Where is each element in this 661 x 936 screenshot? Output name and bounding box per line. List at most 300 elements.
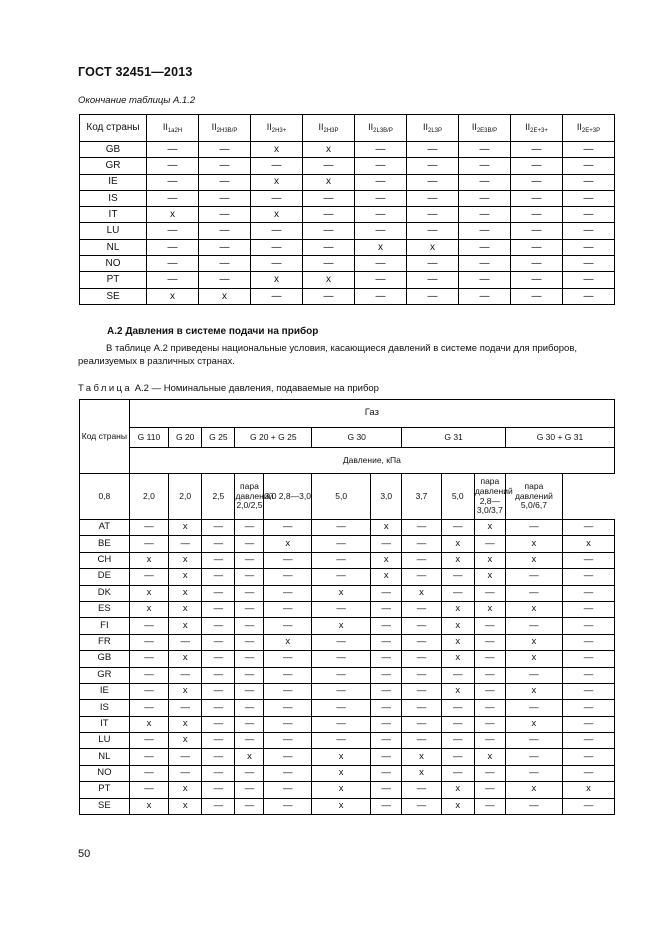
table2-gas-header: Газ bbox=[129, 400, 614, 428]
table2-cell: — bbox=[202, 716, 235, 732]
table2-row bbox=[80, 618, 615, 634]
table2-cell: — bbox=[505, 585, 562, 601]
country-code-cell: IE bbox=[80, 683, 130, 699]
table2-cell: — bbox=[505, 749, 562, 765]
table1-cell: — bbox=[511, 239, 563, 255]
country-code-cell: GR bbox=[80, 158, 147, 174]
table2-cell: — bbox=[505, 700, 562, 716]
table1-cell: — bbox=[147, 239, 199, 255]
column-main-label: II bbox=[471, 121, 477, 132]
table2-cell: x bbox=[505, 601, 562, 617]
column-sub-label: 2L3P bbox=[428, 127, 443, 134]
table2-cell: — bbox=[441, 667, 474, 683]
table2-cell: — bbox=[264, 700, 312, 716]
table2-cell: — bbox=[169, 634, 202, 650]
table2-cell: x bbox=[371, 520, 402, 536]
table2-cell: — bbox=[371, 700, 402, 716]
table2-cell: x bbox=[169, 733, 202, 749]
country-code-cell: SE bbox=[80, 288, 147, 304]
table2-cell: — bbox=[202, 585, 235, 601]
table2-cell: — bbox=[202, 798, 235, 814]
table2-cell: — bbox=[562, 618, 614, 634]
table2-cell: x bbox=[441, 683, 474, 699]
table2-cell: x bbox=[169, 552, 202, 568]
table2-cell: — bbox=[441, 765, 474, 781]
table2-cell: x bbox=[505, 716, 562, 732]
pressure-value-header: 0,8 bbox=[80, 474, 130, 520]
pressure-value-header: пара давлений 5,0/6,7 bbox=[505, 474, 562, 520]
table2-cell: — bbox=[169, 667, 202, 683]
table2-cell: — bbox=[562, 798, 614, 814]
table2-cell: — bbox=[474, 585, 505, 601]
country-code-cell: IT bbox=[80, 207, 147, 223]
table2-cell: — bbox=[235, 552, 264, 568]
table2-cell: — bbox=[505, 798, 562, 814]
table1-cell: — bbox=[407, 223, 459, 239]
table2-row bbox=[80, 733, 615, 749]
table1-cell: — bbox=[407, 190, 459, 206]
table2-cell: — bbox=[402, 569, 441, 585]
table2-cell: — bbox=[371, 683, 402, 699]
table1-cell: — bbox=[147, 190, 199, 206]
table2-cell: — bbox=[441, 585, 474, 601]
table1-cell: — bbox=[355, 272, 407, 288]
table2-cell: — bbox=[312, 683, 371, 699]
column-sub-label: 2E+3+ bbox=[530, 127, 548, 134]
table1-row bbox=[80, 256, 615, 272]
table1-cell: — bbox=[303, 288, 355, 304]
table2-cell: — bbox=[235, 700, 264, 716]
country-code-cell: AT bbox=[80, 520, 130, 536]
table1-column-header bbox=[251, 115, 303, 142]
table1-country-header: Код страны bbox=[80, 115, 147, 142]
country-code-cell: NL bbox=[80, 239, 147, 255]
table2-cell: — bbox=[202, 683, 235, 699]
table2-cell: — bbox=[202, 765, 235, 781]
table1-cell: — bbox=[355, 223, 407, 239]
table2-cell: x bbox=[441, 798, 474, 814]
table1-cell: — bbox=[459, 174, 511, 190]
table2 bbox=[79, 399, 615, 815]
table1-cell: — bbox=[459, 272, 511, 288]
column-main-label: II bbox=[211, 121, 217, 132]
table2-pressure-values-row bbox=[80, 474, 615, 520]
table2-cell: — bbox=[562, 634, 614, 650]
table2-cell: x bbox=[264, 634, 312, 650]
table2-cell: — bbox=[474, 700, 505, 716]
table2-cell: — bbox=[505, 618, 562, 634]
table2-cell: — bbox=[264, 569, 312, 585]
country-code-cell: SE bbox=[80, 798, 130, 814]
table2-cell: — bbox=[264, 798, 312, 814]
country-code-cell: GB bbox=[80, 651, 130, 667]
table2-cell: x bbox=[562, 536, 614, 552]
table2-cell: — bbox=[562, 552, 614, 568]
table2-cell: — bbox=[371, 733, 402, 749]
table2-cell: x bbox=[371, 569, 402, 585]
table2-cell: — bbox=[312, 520, 371, 536]
table2-cell: x bbox=[129, 798, 168, 814]
table2-pressure-header: Давление, кПа bbox=[129, 448, 614, 474]
table2-cell: — bbox=[505, 569, 562, 585]
table2-cell: — bbox=[371, 585, 402, 601]
table1-cell: x bbox=[251, 207, 303, 223]
table2-cell: — bbox=[264, 552, 312, 568]
table2-cell: — bbox=[235, 667, 264, 683]
column-sub-label: 2H3B/P bbox=[216, 127, 238, 134]
table1-cell: — bbox=[355, 256, 407, 272]
pressure-value-header: 2,5 bbox=[202, 474, 235, 520]
table2-cell: — bbox=[474, 798, 505, 814]
table2-cell: x bbox=[441, 782, 474, 798]
table2-cell: — bbox=[312, 536, 371, 552]
table1-cell: — bbox=[147, 174, 199, 190]
table2-cell: — bbox=[402, 536, 441, 552]
table2-cell: x bbox=[129, 552, 168, 568]
country-code-cell: DE bbox=[80, 569, 130, 585]
country-code-cell: GR bbox=[80, 667, 130, 683]
table2-cell: — bbox=[312, 667, 371, 683]
table1-row bbox=[80, 288, 615, 304]
table2-cell: x bbox=[169, 782, 202, 798]
table1-cell: x bbox=[303, 142, 355, 158]
table1-row bbox=[80, 190, 615, 206]
table2-cell: — bbox=[235, 569, 264, 585]
table1-column-header bbox=[459, 115, 511, 142]
table2-row bbox=[80, 585, 615, 601]
table1-cell: — bbox=[563, 256, 615, 272]
table2-cell: — bbox=[169, 765, 202, 781]
table1-cell: — bbox=[147, 272, 199, 288]
table2-cell: x bbox=[169, 798, 202, 814]
page-number: 50 bbox=[78, 848, 91, 860]
table2-cell: — bbox=[371, 716, 402, 732]
pressure-value-header: 3,0 bbox=[371, 474, 402, 520]
table2-cell: x bbox=[129, 601, 168, 617]
table2-cell: x bbox=[441, 552, 474, 568]
table1-cell: — bbox=[563, 272, 615, 288]
table2-cell: x bbox=[441, 536, 474, 552]
country-code-cell: DK bbox=[80, 585, 130, 601]
table2-cell: x bbox=[169, 618, 202, 634]
table2-cell: — bbox=[402, 520, 441, 536]
table2-cell: — bbox=[264, 765, 312, 781]
country-code-cell: FI bbox=[80, 618, 130, 634]
table2-cell: — bbox=[129, 782, 168, 798]
table2-caption-text: А.2 — Номинальные давления, подаваемые на прибор bbox=[132, 383, 379, 394]
table2-cell: x bbox=[474, 552, 505, 568]
table2-cell: — bbox=[202, 634, 235, 650]
table1-cell: — bbox=[511, 256, 563, 272]
table2-caption bbox=[78, 383, 379, 394]
table1-cell: — bbox=[199, 272, 251, 288]
table2-cell: — bbox=[235, 520, 264, 536]
table2-cell: — bbox=[235, 782, 264, 798]
table1-cell: — bbox=[407, 288, 459, 304]
table1-cell: x bbox=[303, 272, 355, 288]
pressure-value-header: 3,0 2,8—3,0 bbox=[264, 474, 312, 520]
table1-body bbox=[80, 142, 615, 305]
table2-cell: x bbox=[402, 585, 441, 601]
table1-cell: — bbox=[511, 207, 563, 223]
table2-cell: x bbox=[505, 683, 562, 699]
table1-cell: — bbox=[459, 288, 511, 304]
pressure-value-header: 5,0 bbox=[441, 474, 474, 520]
country-code-cell: NO bbox=[80, 256, 147, 272]
table1-cell: — bbox=[303, 223, 355, 239]
table1-cell: x bbox=[251, 174, 303, 190]
table2-cell: — bbox=[129, 683, 168, 699]
table1-cell: — bbox=[355, 288, 407, 304]
table2-cell: x bbox=[562, 782, 614, 798]
table2-row bbox=[80, 716, 615, 732]
table1-cell: — bbox=[459, 142, 511, 158]
table2-cell: — bbox=[402, 798, 441, 814]
table1-row bbox=[80, 239, 615, 255]
column-main-label: II bbox=[525, 121, 531, 132]
gas-group-header: G 20 bbox=[169, 428, 202, 448]
table2-cell: — bbox=[474, 651, 505, 667]
table2-cell: — bbox=[505, 733, 562, 749]
table1-cell: — bbox=[511, 158, 563, 174]
table2-cell: — bbox=[371, 782, 402, 798]
column-sub-label: 2H3P bbox=[323, 127, 339, 134]
table2-cell: — bbox=[562, 683, 614, 699]
table2-cell: x bbox=[474, 601, 505, 617]
table2-cell: x bbox=[169, 716, 202, 732]
table2-cell: — bbox=[402, 716, 441, 732]
table1-header-row bbox=[80, 115, 615, 142]
table1-cell: — bbox=[407, 207, 459, 223]
document-header: ГОСТ 32451—2013 bbox=[78, 65, 193, 79]
table2-cell: — bbox=[169, 700, 202, 716]
table2-cell: — bbox=[441, 733, 474, 749]
table1-cell: — bbox=[355, 190, 407, 206]
table2-cell: — bbox=[474, 667, 505, 683]
table2-cell: — bbox=[441, 700, 474, 716]
table2-cell: — bbox=[562, 585, 614, 601]
table2-cell: — bbox=[202, 733, 235, 749]
table1-cell: — bbox=[511, 174, 563, 190]
table2-country-header: Код страны bbox=[80, 400, 130, 474]
table2-cell: — bbox=[312, 651, 371, 667]
table1-cell: — bbox=[407, 142, 459, 158]
pressure-value-header: пара давлений 2,8—3,0/3,7 bbox=[474, 474, 505, 520]
table2-cell: — bbox=[474, 733, 505, 749]
table1-cell: — bbox=[251, 158, 303, 174]
pressure-value-header: пара давлений 2,0/2,5 bbox=[235, 474, 264, 520]
table2-cell: — bbox=[562, 733, 614, 749]
table2-cell: — bbox=[264, 601, 312, 617]
table2-cell: x bbox=[505, 782, 562, 798]
table2-cell: — bbox=[202, 651, 235, 667]
table2-cell: — bbox=[264, 733, 312, 749]
table2-cell: x bbox=[169, 601, 202, 617]
table2-row bbox=[80, 798, 615, 814]
gas-group-header: G 25 bbox=[202, 428, 235, 448]
table1-cell: — bbox=[563, 190, 615, 206]
gas-group-header: G 30 + G 31 bbox=[505, 428, 614, 448]
table1-cell: — bbox=[563, 239, 615, 255]
table1-cell: — bbox=[199, 223, 251, 239]
table2-cell: — bbox=[202, 700, 235, 716]
table2-cell: — bbox=[402, 733, 441, 749]
table2-cell: x bbox=[474, 569, 505, 585]
table2-cell: — bbox=[312, 601, 371, 617]
table2-cell: — bbox=[474, 782, 505, 798]
table2-cell: x bbox=[312, 585, 371, 601]
table1-cell: x bbox=[251, 142, 303, 158]
table2-cell: — bbox=[562, 651, 614, 667]
table2-cell: — bbox=[562, 601, 614, 617]
table2-cell: — bbox=[235, 651, 264, 667]
table1-cell: — bbox=[563, 288, 615, 304]
table1-cell: — bbox=[407, 174, 459, 190]
table1-cell: — bbox=[563, 223, 615, 239]
table2-cell: — bbox=[505, 667, 562, 683]
table1-row bbox=[80, 207, 615, 223]
table2-cell: — bbox=[235, 733, 264, 749]
table2-cell: — bbox=[312, 733, 371, 749]
table2-cell: x bbox=[169, 683, 202, 699]
table2-cell: — bbox=[202, 601, 235, 617]
table2-cell: x bbox=[371, 552, 402, 568]
table2-cell: x bbox=[169, 585, 202, 601]
country-code-cell: ES bbox=[80, 601, 130, 617]
pressure-value-header: 2,0 bbox=[129, 474, 168, 520]
table1-cell: — bbox=[511, 223, 563, 239]
table1-cell: — bbox=[251, 256, 303, 272]
country-code-cell: PT bbox=[80, 272, 147, 288]
table2-cell: — bbox=[235, 798, 264, 814]
table1-cell: — bbox=[511, 288, 563, 304]
column-sub-label: 2H3+ bbox=[271, 127, 287, 134]
table1-cell: — bbox=[147, 158, 199, 174]
table2-cell: — bbox=[371, 601, 402, 617]
table2-row bbox=[80, 651, 615, 667]
table2-cell: — bbox=[129, 569, 168, 585]
table1-column-header bbox=[511, 115, 563, 142]
column-sub-label: 2E3B/P bbox=[476, 127, 498, 134]
table2-row bbox=[80, 601, 615, 617]
table2-cell: x bbox=[169, 520, 202, 536]
table1-column-header bbox=[199, 115, 251, 142]
table1-cell: — bbox=[303, 190, 355, 206]
table1-cell: — bbox=[199, 174, 251, 190]
country-code-cell: FR bbox=[80, 634, 130, 650]
table2-cell: — bbox=[402, 618, 441, 634]
table2-cell: — bbox=[371, 634, 402, 650]
table2-cell: — bbox=[505, 520, 562, 536]
country-code-cell: BE bbox=[80, 536, 130, 552]
table2-cell: — bbox=[441, 520, 474, 536]
table2-cell: — bbox=[402, 601, 441, 617]
country-code-cell: IT bbox=[80, 716, 130, 732]
table2-cell: — bbox=[441, 569, 474, 585]
table2-cell: — bbox=[129, 520, 168, 536]
table1-cell: — bbox=[459, 239, 511, 255]
column-main-label: II bbox=[368, 121, 374, 132]
table1-cell: x bbox=[303, 174, 355, 190]
table2-cell: — bbox=[264, 716, 312, 732]
table1-cell: — bbox=[251, 190, 303, 206]
table2-cell: x bbox=[235, 749, 264, 765]
table1-cell: — bbox=[459, 223, 511, 239]
table2-cell: — bbox=[474, 618, 505, 634]
table2-cell: x bbox=[129, 585, 168, 601]
table1-column-header bbox=[303, 115, 355, 142]
table1-column-header bbox=[355, 115, 407, 142]
table1-cell: — bbox=[563, 207, 615, 223]
table2-cell: — bbox=[562, 700, 614, 716]
table2-cell: — bbox=[402, 700, 441, 716]
table1-row bbox=[80, 223, 615, 239]
table1-cell: — bbox=[355, 158, 407, 174]
table2-cell: x bbox=[312, 782, 371, 798]
table1-row bbox=[80, 142, 615, 158]
gas-group-header: G 110 bbox=[129, 428, 168, 448]
table2-cell: — bbox=[371, 798, 402, 814]
country-code-cell: LU bbox=[80, 223, 147, 239]
table1-cell: — bbox=[511, 272, 563, 288]
table2-gas-row bbox=[80, 400, 615, 428]
section-title: А.2 Давления в системе подачи на прибор bbox=[107, 326, 319, 337]
table2-cell: — bbox=[202, 569, 235, 585]
table1-row bbox=[80, 158, 615, 174]
table2-cell: — bbox=[402, 667, 441, 683]
table2-cell: x bbox=[441, 601, 474, 617]
table2-cell: — bbox=[474, 765, 505, 781]
country-code-cell: NL bbox=[80, 749, 130, 765]
table2-cell: — bbox=[505, 765, 562, 781]
table1-row bbox=[80, 174, 615, 190]
table2-cell: — bbox=[129, 667, 168, 683]
table2-row bbox=[80, 782, 615, 798]
table1 bbox=[79, 114, 615, 305]
table2-cell: — bbox=[441, 716, 474, 732]
table2-cell: x bbox=[505, 651, 562, 667]
table2-cell: — bbox=[562, 765, 614, 781]
table2-cell: x bbox=[505, 634, 562, 650]
table2-cell: — bbox=[562, 569, 614, 585]
table2-row bbox=[80, 634, 615, 650]
table1-cell: — bbox=[303, 256, 355, 272]
table2-row bbox=[80, 765, 615, 781]
table1-cell: — bbox=[147, 256, 199, 272]
table2-cell: — bbox=[441, 749, 474, 765]
table2-body bbox=[80, 520, 615, 815]
country-code-cell: CH bbox=[80, 552, 130, 568]
table2-row bbox=[80, 569, 615, 585]
table2-cell: — bbox=[562, 667, 614, 683]
table2-cell: — bbox=[235, 618, 264, 634]
table1-cell: — bbox=[199, 158, 251, 174]
table2-cell: x bbox=[312, 618, 371, 634]
table2-cell: x bbox=[312, 765, 371, 781]
table2-cell: x bbox=[129, 716, 168, 732]
table1-cell: — bbox=[199, 142, 251, 158]
table2-cell: — bbox=[264, 782, 312, 798]
table1-cell: — bbox=[147, 142, 199, 158]
table1-cell: — bbox=[563, 174, 615, 190]
gas-group-header: G 31 bbox=[402, 428, 506, 448]
table2-cell: — bbox=[474, 683, 505, 699]
table2-cell: — bbox=[202, 536, 235, 552]
table1-cell: x bbox=[251, 272, 303, 288]
column-main-label: II bbox=[422, 121, 428, 132]
table2-cell: — bbox=[371, 618, 402, 634]
table2-row bbox=[80, 700, 615, 716]
